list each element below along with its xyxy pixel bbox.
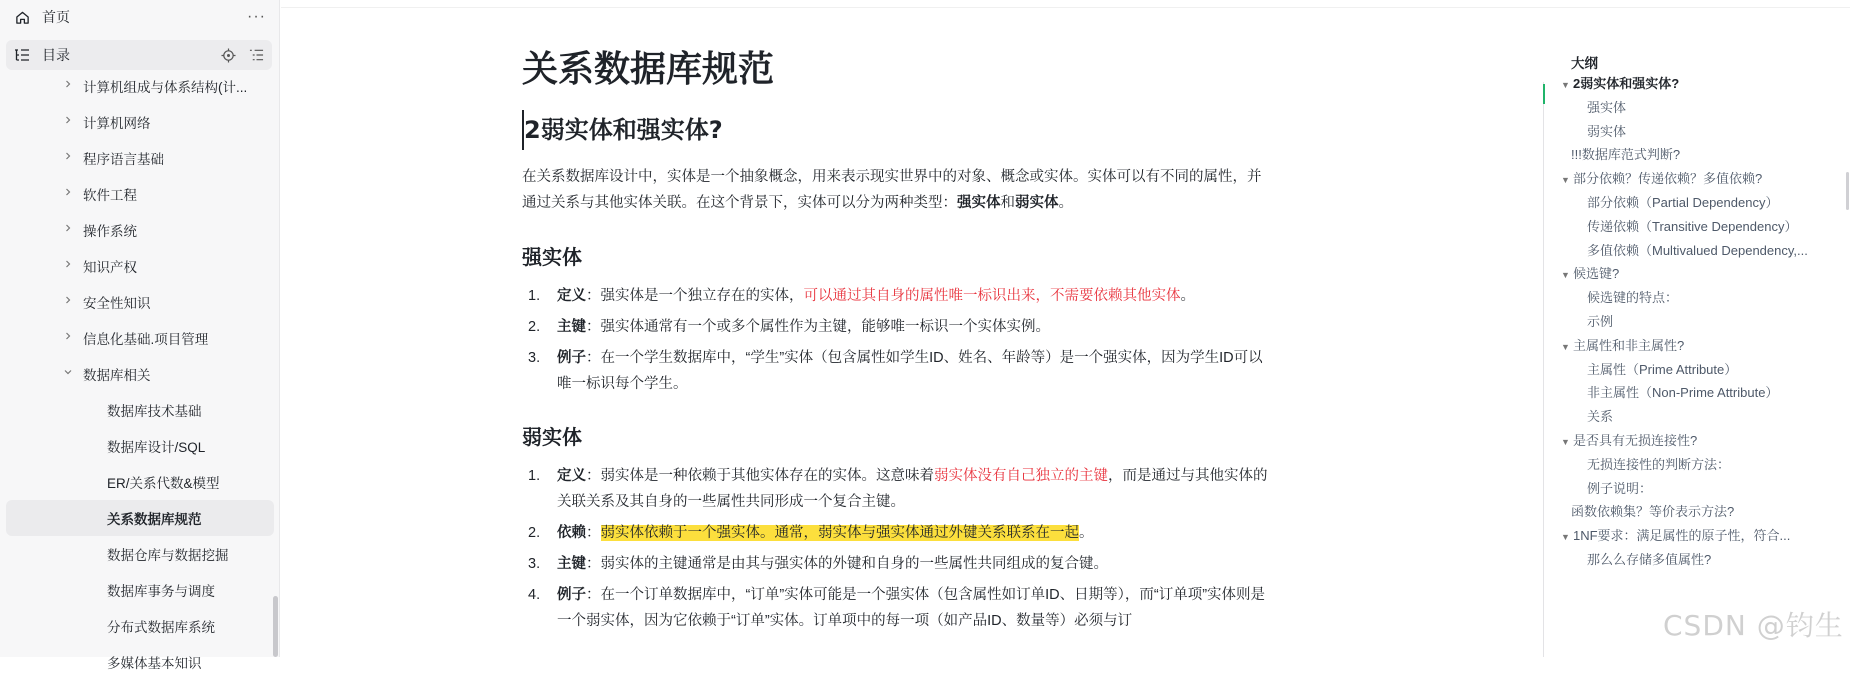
outline-item-label: 弱实体 — [1587, 123, 1627, 139]
list-item[interactable] — [522, 520, 1272, 546]
list-number: 2. — [528, 319, 541, 335]
sidebar-item[interactable] — [0, 536, 280, 572]
sidebar-item-label: 关系数据库规范 — [107, 512, 202, 527]
sidebar-scrollbar[interactable] — [273, 596, 278, 657]
red-emphasis: 可以通过其自身的属性唯一标识出来，不需要依赖其他实体 — [803, 288, 1181, 304]
sidebar-item[interactable] — [0, 392, 280, 428]
outline-item-label: 多值依赖（Multivalued Dependency,... — [1587, 242, 1808, 258]
sidebar-item[interactable] — [0, 464, 280, 500]
home-label: 首页 — [42, 9, 70, 25]
sidebar-item-label: 软件工程 — [83, 188, 137, 203]
sidebar-item[interactable] — [0, 104, 280, 140]
separator: ： — [586, 288, 601, 304]
triangle-down-icon[interactable]: ▼ — [1561, 532, 1570, 543]
sidebar-item-label: 操作系统 — [83, 224, 137, 239]
outline-item-label: 例子说明： — [1587, 480, 1653, 496]
outline-item-label: 示例 — [1587, 314, 1614, 329]
heading-weak-strong[interactable]: 2弱实体和强实体? — [522, 110, 1272, 150]
sidebar-item-label: 多媒体基本知识 — [107, 656, 202, 671]
list-number: 1. — [528, 468, 541, 484]
outline-item[interactable] — [1561, 263, 1619, 282]
list-item-label: 例子 — [557, 350, 586, 366]
intro-paragraph[interactable]: 在关系数据库设计中，实体是一个抽象概念，用来表示现实世界中的对象、概念或实体。实体可以有不同的属性，并通过关系与其他实体关联。在这个背景下，实体可以分为两种类型：强实体和弱实体。 — [522, 169, 1262, 211]
outline-item[interactable] — [1587, 406, 1613, 425]
chevron-right-icon[interactable] — [62, 187, 74, 199]
document — [522, 40, 1272, 639]
list-text: 强实体是一个独立存在的实体， — [600, 288, 804, 304]
sidebar — [0, 0, 280, 671]
chevron-right-icon[interactable] — [62, 115, 74, 127]
strong-entity-list — [522, 283, 1272, 397]
outline-panel — [1543, 0, 1850, 657]
sidebar-item-label: 程序语言基础 — [83, 152, 164, 167]
sidebar-item[interactable] — [0, 284, 280, 320]
sidebar-item[interactable] — [0, 140, 280, 176]
list-number: 4. — [528, 587, 541, 603]
list-collapse-icon[interactable] — [248, 47, 264, 63]
outline-item[interactable] — [1587, 216, 1797, 235]
watermark: CSDN @钧生 — [1663, 609, 1844, 642]
triangle-down-icon[interactable]: ▼ — [1561, 437, 1570, 447]
sidebar-item-label: 知识产权 — [83, 260, 137, 275]
sidebar-item[interactable] — [0, 320, 280, 356]
list-text: 弱实体的主键通常是由其与强实体的外键和自身的一些属性共同组成的复合键。 — [600, 556, 1108, 572]
list-number: 1. — [528, 288, 541, 304]
sidebar-item-label: 计算机组成与体系结构(计... — [83, 80, 248, 95]
list-item[interactable] — [522, 345, 1272, 397]
outline-item-label: 传递依赖（Transitive Dependency） — [1587, 218, 1798, 234]
outline-item-label: !!!数据库范式判断? — [1571, 147, 1681, 163]
chevron-right-icon[interactable] — [62, 259, 74, 271]
outline-item-label: 是否具有无损连接性? — [1573, 433, 1698, 448]
list-text: 弱实体是一种依赖于其他实体存在的实体。这意味着 — [600, 468, 934, 484]
chevron-right-icon[interactable] — [62, 223, 74, 235]
outline-item[interactable] — [1587, 549, 1711, 568]
outline-item[interactable] — [1561, 335, 1684, 354]
outline-item[interactable] — [1587, 382, 1778, 401]
home-row[interactable] — [0, 0, 280, 34]
outline-active-indicator — [1543, 84, 1545, 104]
outline-item[interactable] — [1571, 144, 1680, 163]
outline-item[interactable] — [1587, 287, 1678, 306]
chevron-down-icon[interactable] — [62, 367, 74, 379]
outline-item[interactable] — [1587, 311, 1613, 330]
list-number: 2. — [528, 525, 541, 541]
sidebar-item[interactable] — [0, 608, 280, 644]
separator: ： — [586, 350, 601, 366]
outline-item[interactable] — [1561, 168, 1762, 187]
outline-item-label: 那么么存储多值属性? — [1587, 552, 1712, 567]
more-icon[interactable]: ··· — [247, 8, 266, 25]
list-item[interactable] — [522, 582, 1272, 634]
list-item[interactable] — [522, 314, 1272, 340]
locate-icon[interactable] — [220, 47, 236, 63]
chevron-right-icon[interactable] — [62, 79, 74, 91]
page-title: 关系数据库规范 — [522, 49, 775, 90]
list-text: 在一个学生数据库中，“学生”实体（包含属性如学生ID、姓名、年龄等）是一个强实体，因为学生ID可以唯一标识每个学生。 — [557, 350, 1263, 392]
outline-item-label: 主属性和非主属性? — [1573, 337, 1685, 353]
outline-rail — [1543, 82, 1544, 657]
heading-strong-entity[interactable]: 强实体 — [522, 245, 582, 269]
list-text-tail: ，而是通过与其他实体的关联关系及其自身的一些属性共同形成一个复合主键。 — [557, 468, 1268, 510]
outline-item-label: 部分依赖？传递依赖？多值依赖? — [1573, 171, 1763, 187]
outline-title: 大纲 — [1571, 56, 1598, 71]
list-item-label: 例子 — [557, 587, 586, 603]
list-item-label: 主键 — [557, 319, 586, 335]
outline-item-label: 主属性（Prime Attribute） — [1587, 361, 1738, 377]
list-text: 在一个订单数据库中，“订单”实体可能是一个强实体（包含属性如订单ID、日期等），而“订单项”实体则是一个弱实体，因为它依赖于“订单”实体。订单项中的每一项（如产品ID、数量等）必须与订 — [557, 587, 1266, 629]
sidebar-item[interactable] — [0, 212, 280, 248]
highlighted-text: 弱实体依赖于一个强实体。通常，弱实体与强实体通过外键关系联系在一起 — [600, 525, 1079, 541]
list-item-label: 主键 — [557, 556, 586, 572]
outline-item[interactable] — [1561, 73, 1679, 92]
chevron-right-icon[interactable] — [62, 295, 74, 307]
weak-entity-list — [522, 463, 1272, 634]
sidebar-item-label: 数据库技术基础 — [107, 404, 202, 419]
outline-item[interactable] — [1587, 454, 1730, 473]
outline-item-label: 强实体 — [1587, 99, 1627, 115]
sidebar-item-label: 数据库相关 — [83, 368, 151, 383]
sidebar-item-label: 分布式数据库系统 — [107, 620, 215, 635]
outline-item-label: 候选键的特点： — [1587, 290, 1679, 306]
separator: ： — [586, 587, 601, 603]
list-text-tail: 。 — [1180, 288, 1195, 304]
separator: ： — [586, 525, 601, 541]
sidebar-item-label: 信息化基础.项目管理 — [83, 332, 209, 347]
outline-item[interactable] — [1587, 240, 1808, 259]
sidebar-item[interactable] — [6, 500, 274, 536]
outline-item[interactable] — [1587, 478, 1652, 497]
outline-item-label: 部分依赖（Partial Dependency） — [1587, 195, 1779, 210]
sidebar-item[interactable] — [0, 356, 280, 392]
triangle-down-icon[interactable]: ▼ — [1561, 270, 1570, 281]
list-item[interactable] — [522, 463, 1272, 515]
sidebar-item-label: 数据仓库与数据挖掘 — [107, 548, 229, 563]
list-item[interactable] — [522, 551, 1272, 577]
list-item[interactable] — [522, 283, 1272, 309]
sidebar-item[interactable] — [0, 572, 280, 608]
page-scrollbar[interactable] — [1846, 172, 1849, 210]
chevron-right-icon[interactable] — [62, 331, 74, 343]
outline-item[interactable] — [1587, 121, 1626, 140]
toc-header[interactable] — [6, 40, 272, 70]
sidebar-item[interactable] — [0, 644, 280, 680]
outline-item[interactable] — [1571, 501, 1734, 520]
list-item-label: 依赖 — [557, 525, 586, 541]
list-item-label: 定义 — [557, 468, 586, 484]
sidebar-item-label: 数据库事务与调度 — [107, 584, 215, 599]
outline-item-label: 关系 — [1587, 409, 1614, 425]
sidebar-item[interactable] — [0, 68, 280, 104]
triangle-down-icon[interactable]: ▼ — [1561, 175, 1570, 186]
outline-item[interactable] — [1587, 97, 1626, 116]
outline-item[interactable] — [1587, 359, 1737, 378]
list-text-tail: 。 — [1079, 525, 1094, 541]
outline-item[interactable] — [1561, 525, 1790, 544]
sidebar-item-label: ER/关系代数&模型 — [107, 476, 220, 491]
toc-tree — [0, 68, 280, 680]
sidebar-item-label: 计算机网络 — [83, 116, 151, 131]
separator: ： — [586, 468, 601, 484]
list-number: 3. — [528, 556, 541, 572]
home-icon — [14, 9, 30, 25]
sidebar-item[interactable] — [0, 248, 280, 284]
separator: ： — [586, 319, 601, 335]
separator: ： — [586, 556, 601, 572]
sidebar-item-label: 安全性知识 — [83, 296, 151, 311]
outline-item-label: 无损连接性的判断方法： — [1587, 456, 1731, 472]
list-number: 3. — [528, 350, 541, 366]
list-item-label: 定义 — [557, 288, 586, 304]
heading-weak-entity[interactable]: 弱实体 — [522, 425, 582, 449]
toc-icon — [14, 48, 30, 62]
outline-item-label: 非主属性（Non-Prime Attribute） — [1587, 385, 1779, 401]
toc-label: 目录 — [42, 47, 70, 63]
chevron-right-icon[interactable] — [62, 151, 74, 163]
red-emphasis: 弱实体没有自己独立的主键 — [934, 468, 1108, 484]
outline-item-label: 函数依赖集？等价表示方法? — [1571, 504, 1735, 520]
sidebar-item-label: 数据库设计/SQL — [107, 440, 206, 455]
outline-item-label: 候选键? — [1573, 266, 1620, 282]
outline-item-label: 1NF要求：满足属性的原子性，符合... — [1573, 528, 1791, 544]
sidebar-item[interactable] — [0, 428, 280, 464]
sidebar-item[interactable] — [0, 176, 280, 212]
outline-item-label: 2弱实体和强实体? — [1573, 76, 1680, 91]
list-text: 强实体通常有一个或多个属性作为主键，能够唯一标识一个实体实例。 — [600, 319, 1050, 335]
triangle-down-icon[interactable]: ▼ — [1561, 80, 1570, 90]
triangle-down-icon[interactable]: ▼ — [1561, 341, 1570, 352]
outline-item[interactable] — [1587, 192, 1778, 211]
outline-item[interactable] — [1561, 430, 1697, 449]
